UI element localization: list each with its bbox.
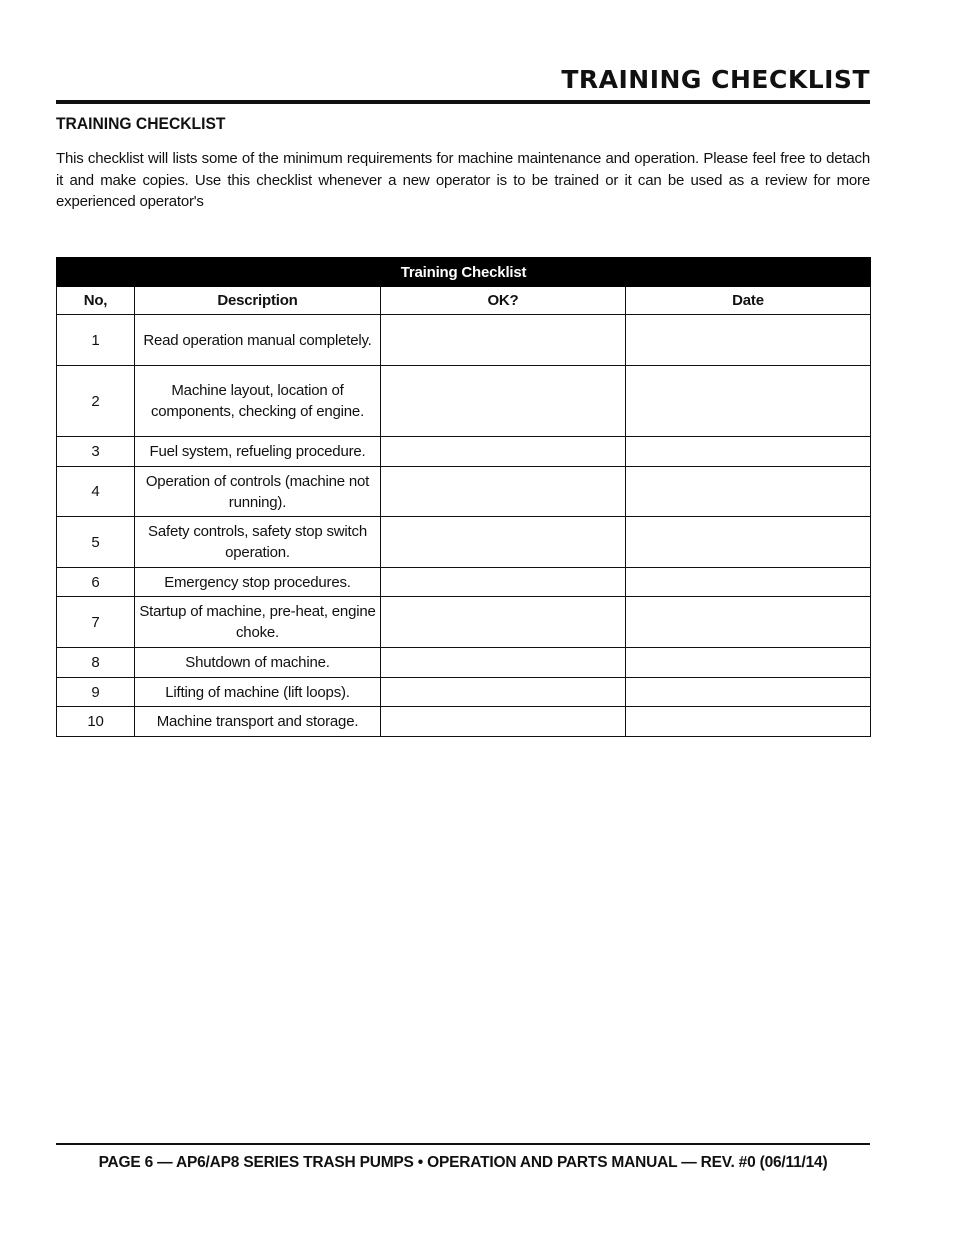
table-row	[57, 648, 871, 678]
row-ok-cell[interactable]	[381, 707, 626, 737]
page-footer: PAGE 6 — AP6/AP8 SERIES TRASH PUMPS • OPERATION AND PARTS MANUAL — REV. #0 (06/11/14)	[98, 1154, 828, 1171]
row-date-cell[interactable]	[626, 366, 871, 437]
row-date-cell[interactable]	[626, 648, 871, 678]
table-row	[57, 467, 871, 517]
row-ok-cell[interactable]	[381, 517, 626, 568]
section-heading: TRAINING CHECKLIST	[56, 114, 226, 133]
table-row	[57, 707, 871, 737]
row-ok-cell[interactable]	[381, 678, 626, 707]
row-number: 3	[57, 437, 135, 467]
row-date-cell[interactable]	[626, 437, 871, 467]
row-number: 6	[57, 568, 135, 597]
table-title-row	[57, 258, 871, 287]
header-rule	[56, 100, 870, 104]
table-header-row	[57, 287, 871, 315]
column-header-date: Date	[626, 287, 871, 315]
row-date-cell[interactable]	[626, 517, 871, 568]
column-header-ok: OK?	[381, 287, 626, 315]
row-date-cell[interactable]	[626, 678, 871, 707]
row-number: 9	[57, 678, 135, 707]
table-row	[57, 678, 871, 707]
row-date-cell[interactable]	[626, 707, 871, 737]
table-row	[57, 568, 871, 597]
page-header-title: TRAINING CHECKLIST	[561, 65, 870, 94]
row-ok-cell[interactable]	[381, 467, 626, 517]
row-number: 10	[57, 707, 135, 737]
table-row	[57, 517, 871, 568]
row-description: Read operation manual completely.	[135, 315, 381, 366]
table-row	[57, 437, 871, 467]
row-description: Lifting of machine (lift loops).	[135, 678, 381, 707]
intro-paragraph: This checklist will lists some of the minimum requirements for machine maintenance and operation. Please feel free to detach it and make copies. Use this checklist whenever a new operator is to be trained or it can be used as a review for more experienced operator's	[56, 150, 870, 210]
row-number: 1	[57, 315, 135, 366]
row-ok-cell[interactable]	[381, 437, 626, 467]
row-ok-cell[interactable]	[381, 366, 626, 437]
table-row	[57, 597, 871, 648]
row-description: Emergency stop procedures.	[135, 568, 381, 597]
row-number: 2	[57, 366, 135, 437]
row-number: 7	[57, 597, 135, 648]
row-date-cell[interactable]	[626, 315, 871, 366]
row-ok-cell[interactable]	[381, 648, 626, 678]
row-ok-cell[interactable]	[381, 315, 626, 366]
table-title: Training Checklist	[57, 258, 871, 287]
row-number: 8	[57, 648, 135, 678]
table-row	[57, 366, 871, 437]
row-description: Operation of controls (machine not running).	[135, 467, 381, 517]
row-ok-cell[interactable]	[381, 597, 626, 648]
row-description: Startup of machine, pre-heat, engine choke.	[135, 597, 381, 648]
column-header-no: No,	[57, 287, 135, 315]
column-header-description: Description	[135, 287, 381, 315]
table-row	[57, 315, 871, 366]
row-ok-cell[interactable]	[381, 568, 626, 597]
row-description: Shutdown of machine.	[135, 648, 381, 678]
row-description: Machine layout, location of components, checking of engine.	[135, 366, 381, 437]
row-date-cell[interactable]	[626, 568, 871, 597]
row-description: Fuel system, refueling procedure.	[135, 437, 381, 467]
row-number: 4	[57, 467, 135, 517]
training-checklist-table	[56, 257, 871, 737]
row-description: Machine transport and storage.	[135, 707, 381, 737]
row-date-cell[interactable]	[626, 597, 871, 648]
row-description: Safety controls, safety stop switch operation.	[135, 517, 381, 568]
row-date-cell[interactable]	[626, 467, 871, 517]
row-number: 5	[57, 517, 135, 568]
footer-rule	[56, 1143, 870, 1145]
